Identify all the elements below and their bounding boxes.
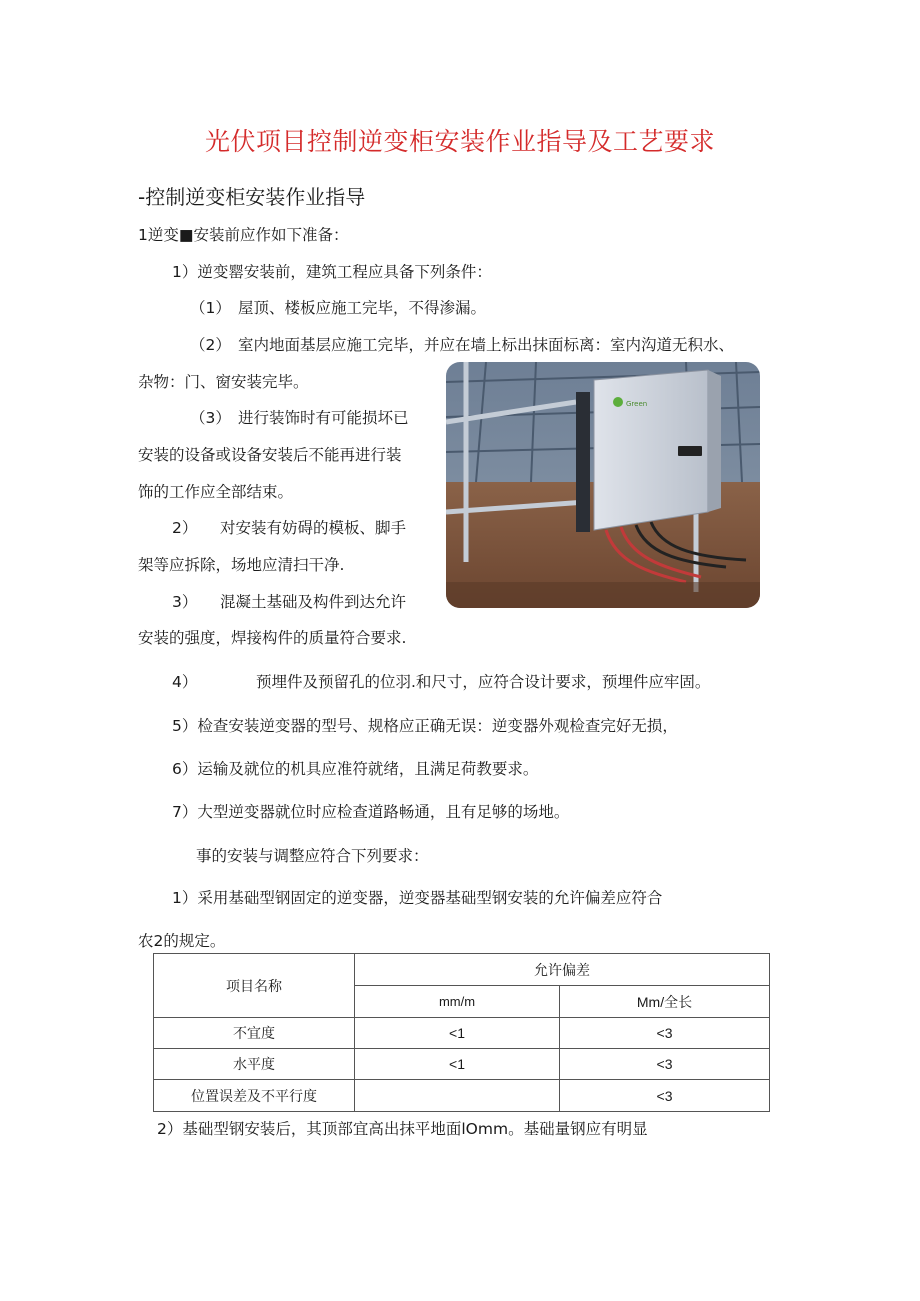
table-row	[154, 1049, 770, 1080]
inverter-photo	[446, 362, 760, 608]
row-mm-full: <3	[560, 1049, 770, 1080]
item-base-steel-cont: 农2的规定。	[138, 932, 226, 950]
header-tolerance: 允许偏差	[355, 954, 770, 986]
item-roof-complete: 屋顶、楼板应施工完毕，不得渗漏。	[238, 299, 487, 317]
item-number-1: （1）	[190, 299, 231, 317]
row-mm-per-m: <1	[355, 1049, 560, 1080]
row-name: 水平度	[154, 1049, 355, 1080]
item-concrete-strength: 混凝土基础及构件到达允许	[220, 593, 407, 611]
row-mm-per-m	[355, 1080, 560, 1112]
inverter-photo-icon	[446, 362, 760, 608]
item-road-clear: 7）大型逆变器就位时应检查道路畅通，且有足够的场地。	[172, 803, 570, 821]
table-row	[154, 1018, 770, 1049]
item-base-steel: 1）采用基础型钢固定的逆变器，逆变器基础型钢安装的允许偏差应符合	[172, 889, 663, 907]
item-embedded-parts: 预埋件及预留孔的位羽.和尺寸，应符合设计要求，预埋件应牢固。	[256, 673, 711, 691]
row-mm-full: <3	[560, 1018, 770, 1049]
item-number-2b: 2）	[172, 519, 198, 537]
row-name: 不宜度	[154, 1018, 355, 1049]
page-title: 光伏项目控制逆变柜安装作业指导及工艺要求	[204, 127, 715, 156]
subheader-mm-per-m: mm/m	[355, 986, 560, 1018]
header-item-name: 项目名称	[154, 954, 355, 1018]
item-floor-complete: 室内地面基层应施工完毕，并应在墙上标出抹面标离：室内沟道无积水、	[238, 336, 735, 354]
paragraph-adjustment-requirements: 事的安装与调整应符合下列要求：	[196, 847, 429, 865]
item-check-model: 5）检查安装逆变器的型号、规格应正确无误：逆变器外观检查完好无损，	[172, 717, 678, 735]
row-mm-per-m: <1	[355, 1018, 560, 1049]
paragraph-prep-intro: 1逆变■安装前应作如下准备：	[138, 226, 349, 244]
table-row	[154, 1080, 770, 1112]
item-decoration-cont2: 饰的工作应全部结束。	[138, 483, 294, 501]
inverter-logo-text: Green	[626, 400, 648, 408]
item-decoration-cont1: 安装的设备或设备安装后不能再进行装	[138, 446, 402, 464]
subheader-mm-full-length: Mm/全长	[560, 986, 770, 1018]
item-base-steel-height: 2）基础型钢安装后，其顶部宜高出抹平地面lOmm。基础量钢应有明显	[157, 1120, 648, 1138]
item-decoration: 进行装饰时有可能损坏已	[238, 409, 409, 427]
tolerance-table	[153, 953, 770, 1112]
item-number-3: （3）	[190, 409, 231, 427]
item-number-2: （2）	[190, 336, 231, 354]
row-name: 位置误差及不平行度	[154, 1080, 355, 1112]
item-number-3b: 3）	[172, 593, 198, 611]
paragraph-building-conditions: 1）逆变罂安装前，建筑工程应具备下列条件：	[172, 263, 492, 281]
item-remove-formwork: 对安装有妨碍的模板、脚手	[220, 519, 407, 537]
row-mm-full: <3	[560, 1080, 770, 1112]
item-number-4: 4）	[172, 673, 198, 691]
item-floor-complete-cont: 杂物：门、窗安装完毕。	[138, 373, 309, 391]
item-concrete-strength-cont: 安装的强度，焊接构件的质量符合要求.	[138, 629, 407, 647]
item-transport-tools: 6）运输及就位的机具应准符就绪，且满足荷教要求。	[172, 760, 539, 778]
item-remove-formwork-cont: 架等应拆除，场地应清扫干净.	[138, 556, 345, 574]
section-heading: -控制逆变柜安装作业指导	[138, 185, 366, 209]
